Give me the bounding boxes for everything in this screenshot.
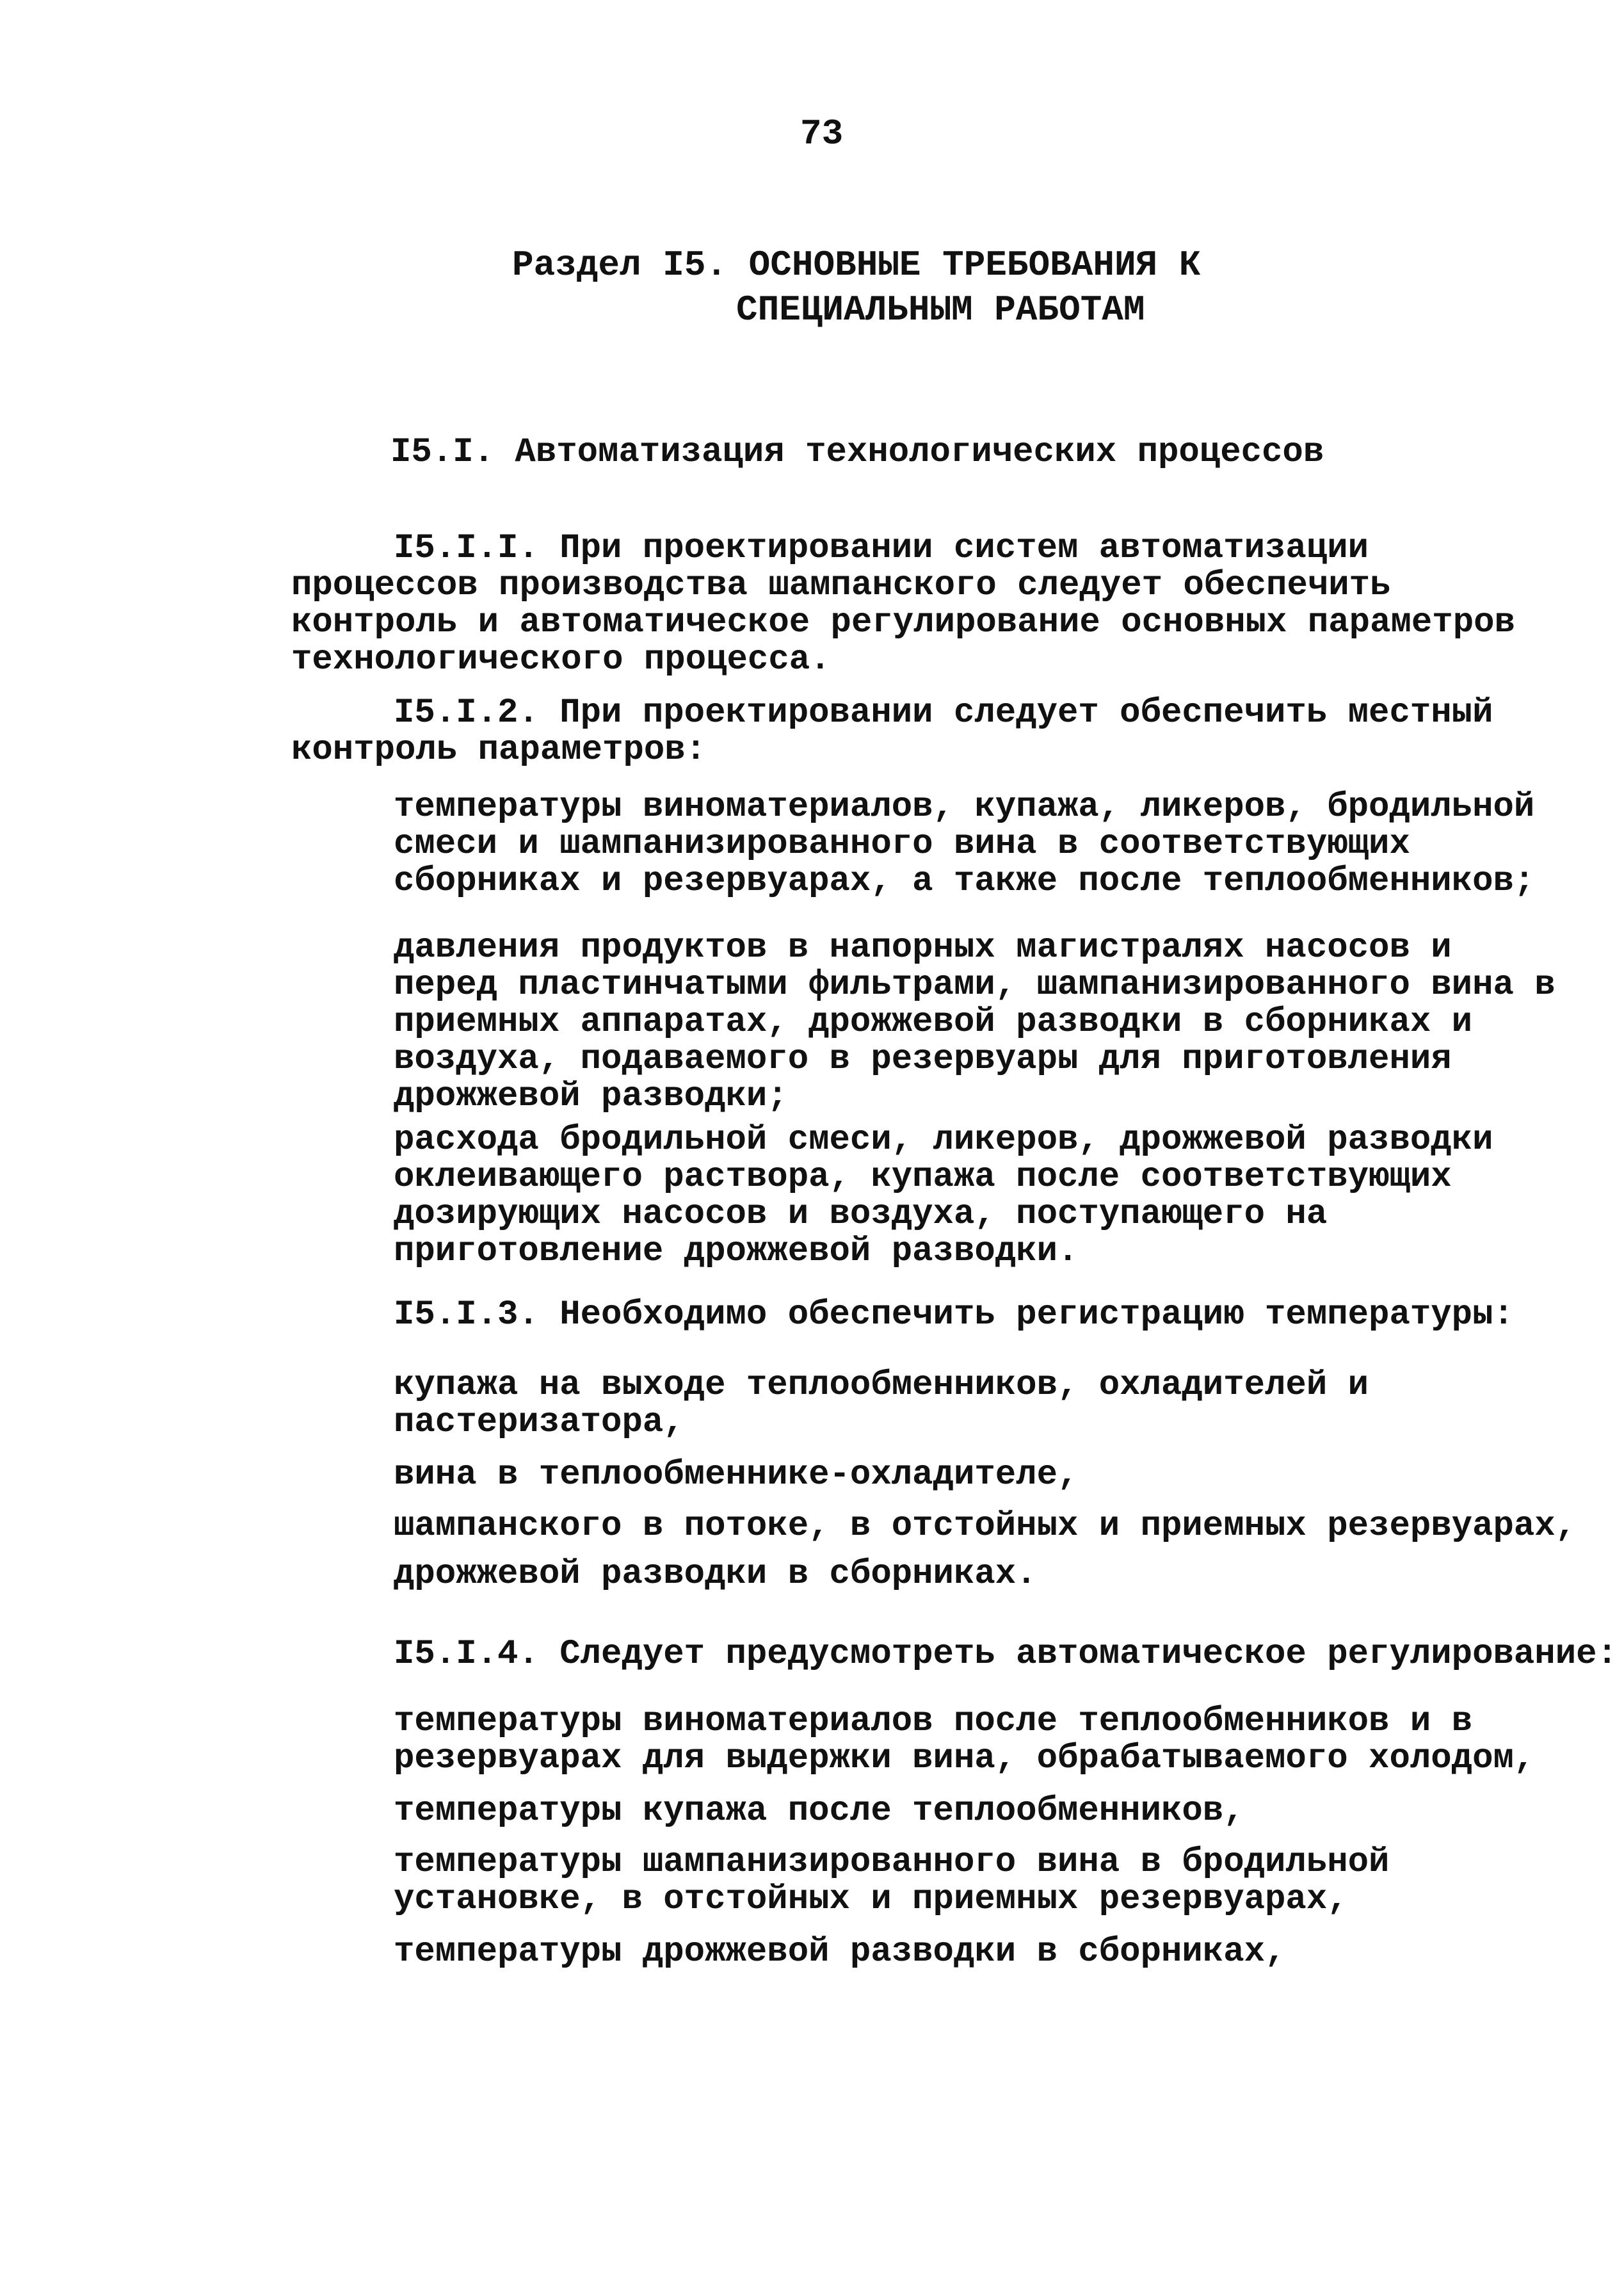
registration-item: дрожжевой разводки в сборниках. [394, 1555, 1037, 1594]
regulation-item: температуры виноматериалов после теплообменников и в резервуарах для выдержки вина, обрабатываемого холодом, [394, 1702, 1535, 1778]
control-item: давления продуктов в напорных магистралях насосов и перед пластинчатыми фильтрами, шампанизированного вина в приемных аппаратах, дрожжевой разводки в сборниках и воздуха, подаваемого в резервуары для приготовления дрожжевой разводки; [394, 928, 1556, 1116]
paragraph-15-1-3: I5.I.3. Необходимо обеспечить регистрацию температуры: [394, 1295, 1514, 1334]
regulation-item: температуры шампанизированного вина в бродильной установке, в отстойных и приемных резервуарах, [394, 1843, 1390, 1919]
subsection-heading: I5.I. Автоматизация технологических процессов [390, 433, 1324, 472]
regulation-item: температуры дрожжевой разводки в сборниках, [394, 1932, 1286, 1971]
paragraph-15-1-2: I5.I.2. При проектировании следует обеспечить местный контроль параметров: [291, 693, 1493, 770]
registration-item: купажа на выходе теплообменников, охладителей и пастеризатора, [394, 1366, 1369, 1442]
section-title-line2: СПЕЦИАЛЬНЫМ РАБОТАМ [736, 289, 1145, 330]
page-number: 73 [800, 113, 844, 154]
registration-item: вина в теплообменнике-охладителе, [394, 1455, 1079, 1494]
control-item: температуры виноматериалов, купажа, ликеров, бродильной смеси и шампанизированного вина в соответствующих сборниках и резервуарах, а также после теплообменников; [394, 788, 1535, 901]
paragraph-15-1-4: I5.I.4. Следует предусмотреть автоматическое регулирование: [394, 1635, 1618, 1674]
section-title-line1: Раздел I5. ОСНОВНЫЕ ТРЕБОВАНИЯ К [512, 245, 1201, 286]
regulation-item: температуры купажа после теплообменников, [394, 1792, 1244, 1831]
paragraph-15-1-1: I5.I.I. При проектировании систем автоматизации процессов производства шампанского следует обеспечить контроль и автоматическое регулирование основных параметров технологического процесса. [291, 529, 1515, 679]
control-item: расхода бродильной смеси, ликеров, дрожжевой разводки оклеивающего раствора, купажа после соответствующих дозирующих насосов и воздуха, поступающего на приготовление дрожжевой разводки. [394, 1121, 1493, 1271]
registration-item: шампанского в потоке, в отстойных и приемных резервуарах, [394, 1507, 1577, 1546]
